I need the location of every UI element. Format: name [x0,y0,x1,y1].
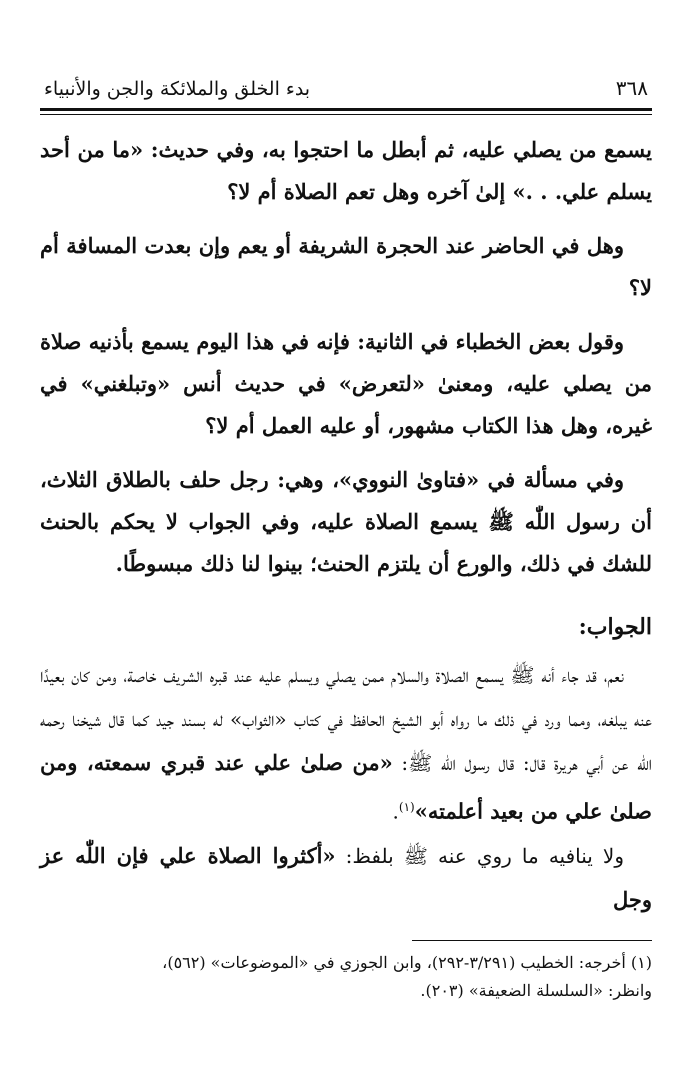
page-number: ٣٦٨ [615,76,648,100]
question-paragraph-1: يسمع من يصلي عليه، ثم أبطل ما احتجوا به، وفي حديث: «ما من أحد يسلم علي. . .» إلىٰ آخره وهل تعم الصلاة أم لا؟ [40,137,652,204]
header-rule-thin [40,114,652,115]
footnote [40,949,652,1005]
header-rule-thick [40,108,652,111]
answer-paragraph-1 [40,653,652,834]
page-header [40,70,652,104]
answer-paragraph-1-text: نعم، قد جاء أنه ﷺ يسمع الصلاة والسلام ممن يصلي ويسلم عليه عند قبره الشريف خاصة، ومن كان بعيدًا عنه يبلغه، ومما ورد في ذلك ما رواه أبو الشيخ الحافظ في كتاب «الثواب» له بسند جيد كما قال شيخنا رحمه الله عن أبي هريرة قال: قال رسول اللّٰه ﷺ: [40,663,653,775]
answer-paragraph-2-text: ولا ينافيه ما روي عنه ﷺ بلفظ: [345,843,624,868]
running-title: بدء الخلق والملائكة والجن والأنبياء [44,78,311,100]
footnote-line-1: (١) أخرجه: الخطيب (٣/٢٩١-٢٩٢)، وابن الجوزي في «الموضوعات» (٥٦٢)، [162,952,652,972]
footnote-separator [412,940,652,941]
answer-paragraph-1-end: . [392,799,399,824]
hadith-quote-1: «من صلىٰ علي عند قبري سمعته، ومن صلىٰ علي من بعيد أعلمته» [40,750,652,824]
footnote-line-2: وانظر: «السلسلة الضعيفة» (٢٠٣). [420,980,652,1000]
answer-heading: الجواب: [578,614,652,640]
answer-paragraph-2 [40,834,652,922]
hadith-quote-2: «أكثروا الصلاة علي فإن اللّٰه عز وجل [40,842,652,912]
question-paragraph-2: وهل في الحاضر عند الحجرة الشريفة أو يعم وإن بعدت المسافة أم لا؟ [40,233,652,300]
question-paragraph-3: وقول بعض الخطباء في الثانية: فإنه في هذا اليوم يسمع بأذنيه صلاة من يصلي عليه، ومعنىٰ «لتعرض» في حديث أنس «وتبلغني» في غيره، وهل هذا الكتاب مشهور، أو عليه العمل أم لا؟ [40,329,652,438]
footnote-marker[interactable]: (١) [398,800,415,814]
question-paragraph-4: وفي مسألة في «فتاوىٰ النووي»، وهي: رجل حلف بالطلاق الثلاث، أن رسول اللّٰه ﷺ يسمع الصلاة عليه، وفي الجواب لا يحكم بالحنث للشك في ذلك، والورع أن يلتزم الحنث؛ بينوا لنا ذلك مبسوطًا. [40,467,652,576]
